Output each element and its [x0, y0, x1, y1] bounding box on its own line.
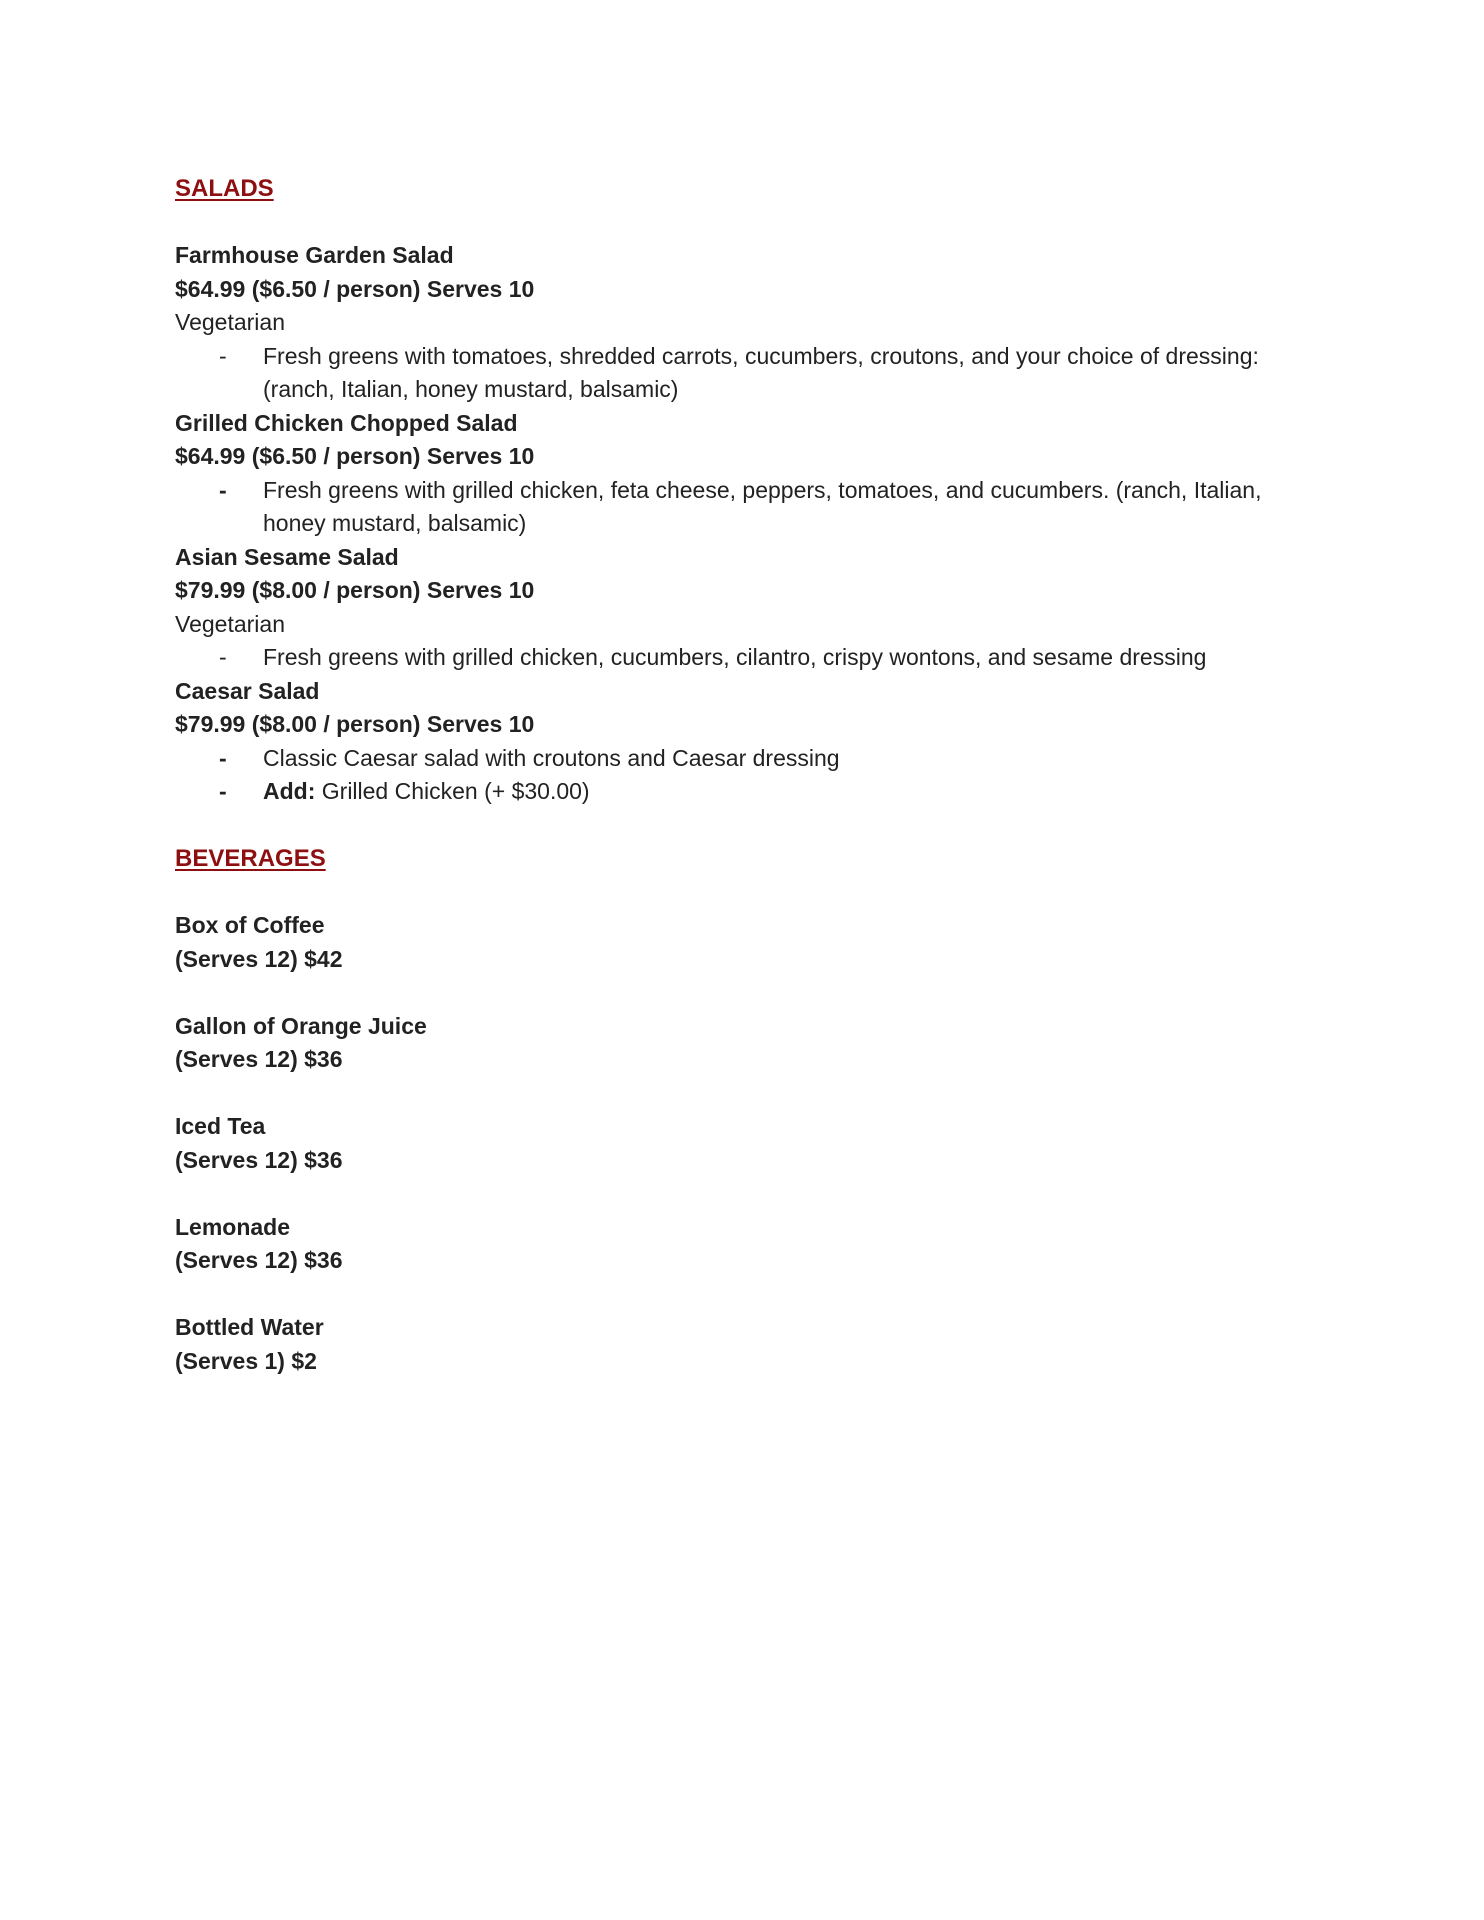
beverage-item-lemonade	[175, 1211, 1325, 1278]
item-description-text: Fresh greens with grilled chicken, cucumbers, cilantro, crispy wontons, and sesame dressing	[263, 644, 1207, 670]
menu-item-farmhouse-garden-salad	[175, 239, 1325, 407]
bullet-dash: -	[219, 476, 227, 503]
beverage-name: Bottled Water	[175, 1314, 324, 1340]
spacer	[175, 876, 1325, 910]
beverage-price: (Serves 12) $36	[175, 1146, 343, 1173]
menu-item-caesar-salad	[175, 675, 1325, 809]
item-description-list	[175, 340, 1325, 407]
menu-page	[175, 172, 1325, 1412]
item-description-list	[175, 742, 1325, 809]
beverage-price: (Serves 12) $42	[175, 945, 343, 972]
beverage-name: Lemonade	[175, 1213, 291, 1240]
item-description	[175, 641, 1325, 675]
add-on-label: Add:	[263, 778, 316, 804]
item-name: Grilled Chicken Chopped Salad	[175, 409, 518, 436]
bullet-dash: -	[219, 778, 227, 804]
item-description	[175, 742, 1325, 776]
item-description-list	[175, 641, 1325, 675]
item-description-text: Fresh greens with tomatoes, shredded carrots, cucumbers, croutons, and your choice of dressing: (ranch, Italian, honey mustard, balsamic)	[263, 342, 1259, 402]
item-description-text: Classic Caesar salad with croutons and Caesar dressing	[263, 744, 840, 771]
spacer	[175, 206, 1325, 240]
add-on-text: Grilled Chicken (+ $30.00)	[315, 778, 590, 804]
item-name: Caesar Salad	[175, 677, 320, 704]
beverage-item-iced-tea	[175, 1110, 1325, 1177]
item-description-list	[175, 474, 1325, 541]
item-price: $64.99 ($6.50 / person) Serves 10	[175, 443, 535, 469]
beverage-item-box-of-coffee	[175, 909, 1325, 976]
item-dietary-note: Vegetarian	[175, 610, 285, 637]
beverage-price: (Serves 1) $2	[175, 1347, 317, 1374]
menu-item-grilled-chicken-chopped-salad	[175, 407, 1325, 541]
item-price: $79.99 ($8.00 / person) Serves 10	[175, 711, 535, 737]
bullet-dash: -	[219, 644, 227, 670]
item-description	[175, 474, 1325, 541]
salads-heading: SALADS	[175, 175, 274, 202]
beverage-name: Box of Coffee	[175, 912, 325, 938]
beverage-item-orange-juice	[175, 1010, 1325, 1077]
beverage-item-bottled-water	[175, 1311, 1325, 1378]
beverages-heading: BEVERAGES	[175, 845, 326, 872]
beverage-price: (Serves 12) $36	[175, 1247, 343, 1273]
item-add-on	[175, 775, 1325, 809]
item-name: Farmhouse Garden Salad	[175, 242, 454, 268]
beverage-price: (Serves 12) $36	[175, 1046, 343, 1072]
item-description	[175, 340, 1325, 407]
beverage-name: Gallon of Orange Juice	[175, 1012, 427, 1039]
item-dietary-note: Vegetarian	[175, 309, 285, 335]
item-price: $79.99 ($8.00 / person) Serves 10	[175, 577, 535, 603]
spacer	[175, 809, 1325, 843]
bullet-dash: -	[219, 744, 227, 771]
item-name: Asian Sesame Salad	[175, 543, 399, 570]
bullet-dash: -	[219, 342, 227, 369]
item-price: $64.99 ($6.50 / person) Serves 10	[175, 275, 535, 302]
beverage-name: Iced Tea	[175, 1113, 266, 1139]
item-description-text: Fresh greens with grilled chicken, feta cheese, peppers, tomatoes, and cucumbers. (ranch, Italian, honey mustard, balsamic)	[263, 476, 1262, 536]
menu-item-asian-sesame-salad	[175, 541, 1325, 675]
